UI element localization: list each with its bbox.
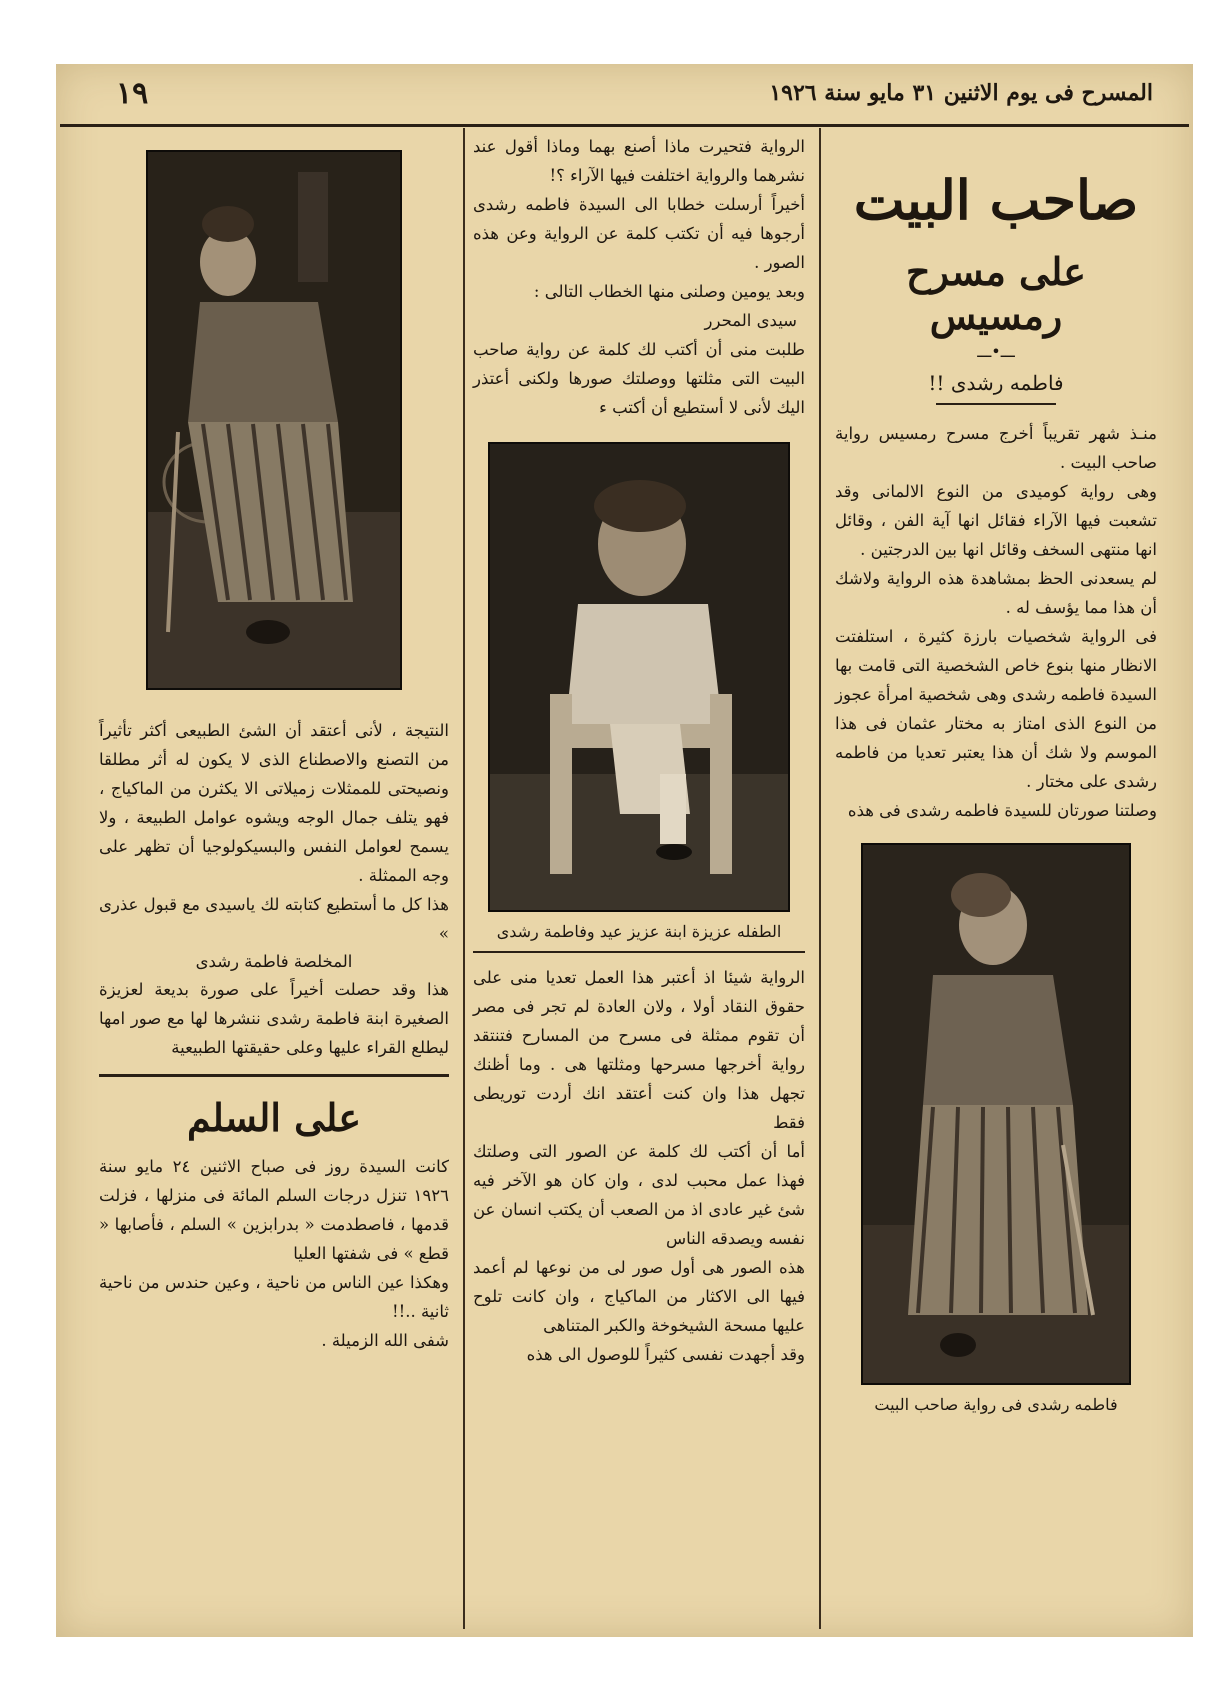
photo-caption: الطفله عزيزة ابنة عزيز عيد وفاطمة رشدى xyxy=(496,922,782,941)
paragraph: منـذ شهر تقريباً أخرج مسرح رمسيس رواية صاحب البيت . xyxy=(835,424,1157,472)
paragraph: هذا وقد حصلت أخيراً على صورة بديعة لعزيزة الصغيرة ابنة فاطمة رشدى ننشرها لها مع صور امها ليطلع القراء عليها وعلى حقيقتها الطبيعية xyxy=(99,980,449,1057)
paragraph: وهكذا عين الناس من ناحية ، وعين حندس من ناحية ثانية ..!! xyxy=(99,1273,449,1321)
paragraph: هذه الصور هى أول صور لى من نوعها لم أعمد فيها الى الاكثار من الماكياج ، وان كانت تلوح عليها مسحة الشيخوخة والكبر المتناهى xyxy=(473,1258,805,1335)
paragraph: أما أن أكتب لك كلمة عن الصور التى وصلتك فهذا عمل محبب لدى ، وان كان هو الآخر فيه شئ غير عادى اذ من الصعب أن يكتب انسان عن نفسه ويصدقه الناس xyxy=(473,1142,805,1248)
column-divider xyxy=(463,128,465,1629)
paragraph: طلبت منى أن أكتب لك كلمة عن رواية صاحب البيت التى مثلتها ووصلتك صورها ولكنى أعتذر اليك لأنى لا أستطيع أن أكتب ء xyxy=(473,340,805,417)
article-column-middle xyxy=(473,132,805,1627)
paragraph: وقد أجهدت نفسى كثيراً للوصول الى هذه xyxy=(526,1345,805,1364)
paragraph: الرواية فتحيرت ماذا أصنع بهما وماذا أقول عند نشرهما والرواية اختلفت فيها الآراء ؟! xyxy=(473,137,805,185)
paragraph: هذا كل ما أستطيع كتابته لك ياسيدى مع قبول عذرى » xyxy=(99,895,449,943)
section-rule xyxy=(99,1074,449,1077)
photo-caption: فاطمه رشدى فى رواية صاحب البيت xyxy=(874,1395,1118,1414)
paragraph: شفى الله الزميلة . xyxy=(321,1331,449,1350)
header-title: المسرح فى يوم الاثنين ٣١ مايو سنة ١٩٢٦ xyxy=(769,80,1153,106)
letter-signature: المخلصة فاطمة رشدى xyxy=(195,952,353,971)
article-byline: فاطمه رشدى !! xyxy=(928,371,1064,395)
newspaper-page xyxy=(56,64,1193,1637)
ornament: ـــ•ـــ xyxy=(977,342,1015,361)
letter-salutation: سيدى المحرر xyxy=(704,311,797,330)
article-headline: صاحب البيت xyxy=(853,168,1139,232)
page-number: ١٩ xyxy=(116,76,149,111)
paragraph: وبعد يومين وصلنى منها الخطاب التالى : xyxy=(533,282,805,301)
paragraph: لم يسعدنى الحظ بمشاهدة هذه الرواية ولاشك أن هذا مما يؤسف له . xyxy=(835,569,1157,617)
paragraph: فى الرواية شخصيات بارزة كثيرة ، استلفتت الانظار منها بنوع خاص الشخصية التى قامت بها السيدة فاطمه رشدى وهى شخصية امرأة عجوز من النوع الذى امتاز به مختار عثمان فى هذا الموسم ولا شك أن هذا يعتبر تعديا من فاطمه رشدى على مختار . xyxy=(835,627,1157,791)
paragraph: أخيراً أرسلت خطابا الى السيدة فاطمه رشدى أرجوها فيه أن تكتب كلمة عن الرواية وعن هذه الصور . xyxy=(473,195,805,272)
section-title: على السلم xyxy=(186,1095,362,1140)
paragraph: وصلتنا صورتان للسيدة فاطمه رشدى فى هذه xyxy=(847,801,1157,820)
paragraph: كانت السيدة روز فى صباح الاثنين ٢٤ مايو سنة ١٩٢٦ تنزل درجات السلم المائة فى منزلها ، فزلت قدمها ، فاصطدمت « بدرابزين » السلم ، فأصابها « قطع » فى شفتها العليا xyxy=(99,1157,449,1263)
header-rule xyxy=(60,124,1189,127)
photo-fatma-costume xyxy=(861,843,1131,1385)
page-header xyxy=(76,76,1153,116)
paragraph: الرواية شيئا اذ أعتبر هذا العمل تعديا منى على حقوق النقاد أولا ، ولان العادة لم تجر فى مصر أن تقوم ممثلة فى مسرح من المسارح فتنتقد رواية أخرجها مسرحها ومثلتها هى . وما أظنك تجهل هذا وان كنت أعتقد انك أردت توريطى فقط xyxy=(473,968,805,1132)
article-subhead: على مسرح رمسيس xyxy=(906,249,1086,338)
paragraph: النتيجة ، لأنى أعتقد أن الشئ الطبيعى أكثر تأثيراً من التصنع والاصطناع الذى لا يكون له أثر مطلقا ونصيحتى للممثلات زميلاتى الا يكثرن من الماكياج ، فهو يتلف جمال الوجه ويشوه عوامل الطبيعة ، ولا يسمح لعوامل النفس والبسيكولوجيا أن تظهر على وجه الممثلة . xyxy=(99,721,449,885)
byline-rule xyxy=(936,403,1056,405)
photo-child-aziza xyxy=(488,442,790,912)
article-column-right xyxy=(835,132,1157,1627)
photo-fatma-old-woman xyxy=(146,150,402,690)
caption-rule xyxy=(473,951,805,953)
paragraph: وهى رواية كوميدى من النوع الالمانى وقد تشعبت فيها الآراء فقائل انها آية الفن ، وقائل انها منتهى السخف وقائل انها بين الدرجتين . xyxy=(835,482,1157,559)
column-divider xyxy=(819,128,821,1629)
article-column-left xyxy=(99,132,449,1627)
